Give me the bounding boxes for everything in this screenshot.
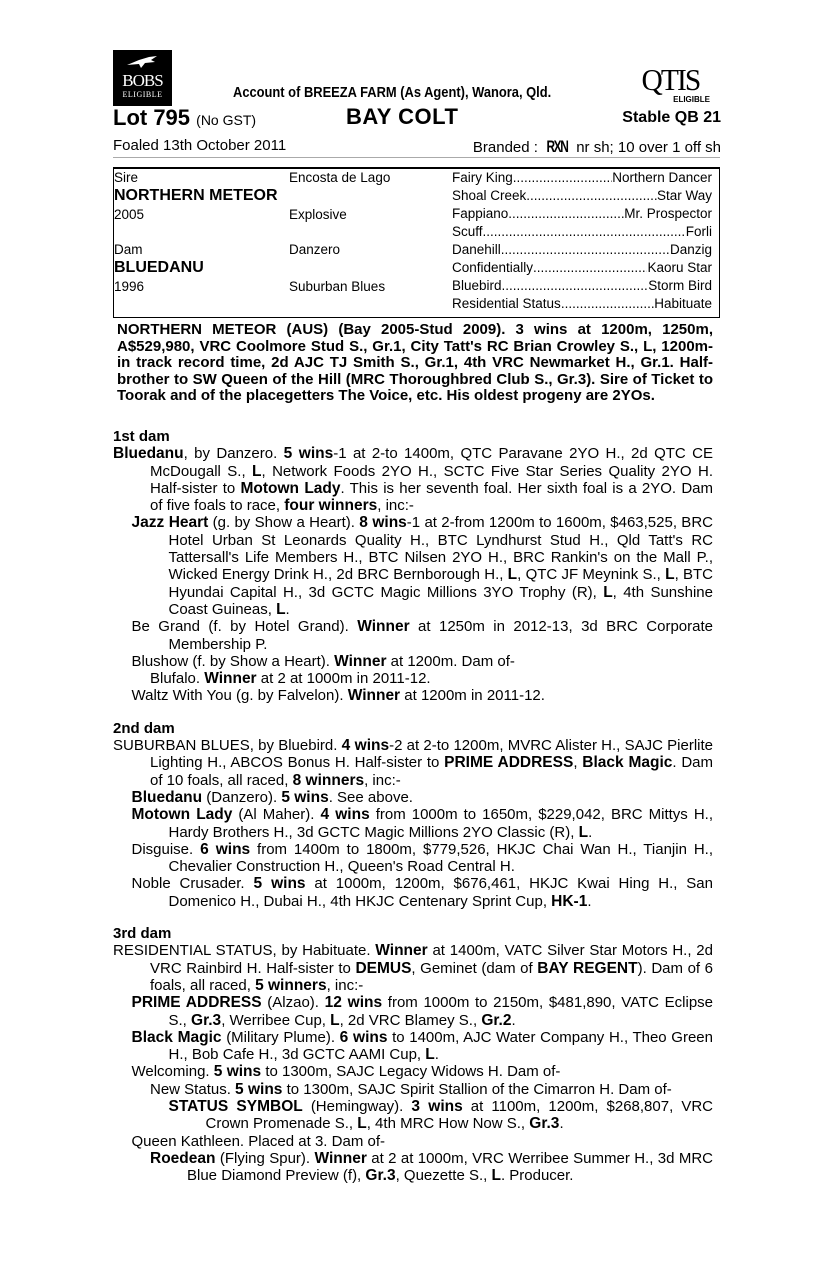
bold-text: Winner bbox=[334, 652, 387, 670]
pedigree-entry bbox=[113, 942, 713, 994]
bold-text: 8 wins bbox=[359, 514, 407, 532]
sire-sire: Encosta de Lago bbox=[289, 170, 391, 185]
text: Noble Crusader. bbox=[131, 875, 254, 893]
pedigree-entry bbox=[113, 1063, 713, 1080]
text: Disguise. bbox=[131, 840, 201, 858]
pedigree-ancestor-row bbox=[452, 260, 712, 275]
ancestor-sire: Confidentially bbox=[452, 260, 534, 275]
dam-label: Dam bbox=[114, 242, 143, 257]
pedigree-ancestor-row bbox=[452, 188, 712, 203]
lot-label: Lot 795 bbox=[113, 105, 191, 130]
pedigree-ancestor-row bbox=[452, 296, 712, 311]
ancestor-sire-of-dam: Storm Bird bbox=[648, 278, 712, 293]
text: , BTC Hyundai Capital H., 3d GCTC Magic Millions 3YO Trophy (R), bbox=[168, 566, 714, 601]
bold-text: Gr.2 bbox=[481, 1011, 512, 1029]
bold-text: L bbox=[578, 823, 589, 841]
text: (Hemingway). bbox=[302, 1097, 412, 1115]
leader-dots bbox=[526, 188, 657, 203]
text: (Military Plume). bbox=[221, 1028, 340, 1046]
text: to 1300m, SAJC Spirit Stallion of the Cimarron H. Dam of- bbox=[282, 1080, 672, 1098]
gst-note: (No GST) bbox=[196, 112, 257, 128]
bold-text: Motown Lady bbox=[240, 479, 341, 497]
bold-text: DEMUS bbox=[355, 959, 412, 977]
text: at 1000m, 1200m, $676,461, HKJC Kwai Hing H., San Domenico H., Dubai H., 4th HKJC Centenary Sprint Cup, bbox=[168, 875, 713, 910]
foaled-date: Foaled 13th October 2011 bbox=[113, 137, 287, 154]
pedigree-table bbox=[113, 167, 720, 318]
text: at 2 at 1000m in 2011-12. bbox=[256, 670, 431, 688]
pedigree-ancestor-row bbox=[452, 278, 712, 293]
bold-text: 5 wins bbox=[253, 875, 306, 893]
ancestor-sire: Shoal Creek bbox=[452, 188, 527, 203]
branded-info bbox=[473, 137, 721, 157]
text: -1 at 2-to 1400m, QTC Paravane 2YO H., 2d QTC CE McDougall S., bbox=[150, 445, 713, 480]
text: . bbox=[511, 1011, 516, 1029]
bold-text: PRIME ADDRESS bbox=[131, 994, 262, 1012]
sire-summary: NORTHERN METEOR (AUS) (Bay 2005-Stud 2009). 3 wins at 1200m, 1250m, A$529,980, VRC Coolmore Stud S., Gr.1, City Tatt's RC Brian Crowley S., L, 1200m-in track record time, 2d AJC TJ Smith S., Gr.1, 4th VRC Newmarket H., Gr.1. Half-brother to SW Queen of the Hill (MRC Thoroughbred Club S., Gr.3). Sire of Ticket to Toorak and of the placegetters The Voice, etc. His oldest progeny are 2YOs. bbox=[117, 321, 713, 405]
bold-text: 3 wins bbox=[411, 1097, 463, 1115]
text: , Werribee Cup, bbox=[221, 1011, 331, 1029]
sire-dam: Explosive bbox=[289, 207, 347, 222]
bold-text: BAY REGENT bbox=[537, 959, 638, 977]
ancestor-sire: Fappiano bbox=[452, 206, 509, 221]
text: at 1200m in 2011-12. bbox=[400, 687, 545, 705]
section-heading: 3rd dam bbox=[113, 925, 172, 943]
bold-text: Gr.3 bbox=[529, 1115, 560, 1133]
ancestor-sire: Fairy King bbox=[452, 170, 513, 185]
text: (g. by Show a Heart). bbox=[208, 514, 360, 532]
bold-text: Roedean bbox=[150, 1149, 216, 1167]
dam-line-body bbox=[113, 428, 713, 1184]
text: at 1100m, 1200m, $268,807, VRC Crown Promenade S., bbox=[205, 1097, 713, 1133]
bold-text: Gr.3 bbox=[365, 1167, 396, 1185]
ancestor-sire: Danehill bbox=[452, 242, 501, 257]
bold-text: Black Magic bbox=[582, 754, 673, 772]
bold-text: 6 wins bbox=[200, 840, 251, 858]
bold-text: Winner bbox=[204, 670, 257, 688]
leader-dots bbox=[508, 206, 624, 221]
pedigree-entry bbox=[113, 687, 713, 704]
bold-text: L bbox=[276, 600, 286, 618]
qtis-logo-sub: ELIGIBLE bbox=[673, 95, 710, 104]
pedigree-entry bbox=[113, 806, 713, 841]
bold-text: PRIME ADDRESS bbox=[444, 754, 574, 772]
sire-year: 2005 bbox=[114, 207, 145, 222]
text: , bbox=[573, 754, 583, 772]
text: from 1000m to 1650m, $229,042, BRC Mittys H., Hardy Brothers H., 3d GCTC Magic Millions 2YO Classic (R), bbox=[168, 806, 713, 841]
pedigree-ancestor-row bbox=[452, 170, 712, 185]
text: , inc:- bbox=[364, 771, 401, 789]
leader-dots bbox=[533, 260, 647, 275]
text: . Dam of 10 foals, all raced, bbox=[150, 754, 713, 789]
dam-name: BLUEDANU bbox=[114, 259, 204, 276]
bold-text: Motown Lady bbox=[131, 806, 233, 824]
bold-text: Jazz Heart bbox=[131, 514, 209, 532]
bold-text: STATUS SYMBOL bbox=[168, 1097, 303, 1115]
pedigree-ancestor-row bbox=[452, 224, 712, 239]
pedigree-entry bbox=[113, 875, 713, 910]
pedigree-entry bbox=[113, 1150, 713, 1185]
ancestor-sire-of-dam: Danzig bbox=[669, 242, 712, 257]
text: (Flying Spur). bbox=[215, 1149, 315, 1167]
text: to 1300m, SAJC Legacy Widows H. Dam of- bbox=[261, 1063, 561, 1081]
bold-text: L bbox=[491, 1167, 501, 1185]
section-heading: 2nd dam bbox=[113, 719, 175, 737]
bird-icon bbox=[127, 56, 157, 68]
ancestor-sire: Residential Status bbox=[452, 296, 561, 311]
text: at 2 at 1000m, VRC Werribee Summer H., 3d MRC Blue Diamond Preview (f), bbox=[187, 1149, 713, 1185]
dam-sire: Danzero bbox=[289, 242, 341, 257]
ancestor-sire-of-dam: Habituate bbox=[654, 296, 712, 311]
text: Welcoming. bbox=[131, 1063, 214, 1081]
text: . bbox=[434, 1046, 439, 1064]
text: (Alzao). bbox=[261, 994, 325, 1012]
lot-number bbox=[113, 105, 256, 131]
text: -1 at 2-from 1200m to 1600m, $463,525, BRC Hotel Urban St Leonards Quality H., BTC Lyndhurst Stud H., Qld Tatt's RC Tattersall's Life Members H., BTC Nilsen 2YO H., BRC Rankin's on the Mall P., Wicked Energy Drink H., 2d BRC Bernborough H., bbox=[168, 514, 713, 584]
pedigree-entry bbox=[113, 618, 713, 653]
dam-year: 1996 bbox=[114, 279, 145, 294]
pedigree-entry bbox=[113, 841, 713, 876]
ancestor-sire-of-dam: Kaoru Star bbox=[647, 260, 712, 275]
bold-text: 4 wins bbox=[320, 806, 370, 824]
bold-text: four winners bbox=[284, 497, 378, 515]
text: RESIDENTIAL STATUS, by Habituate. bbox=[113, 942, 376, 960]
pedigree-entry bbox=[113, 514, 713, 618]
bold-text: 5 wins bbox=[213, 1063, 262, 1081]
bold-text: Winner bbox=[347, 687, 401, 705]
pedigree-entry bbox=[113, 1098, 713, 1133]
horse-description: BAY COLT bbox=[346, 104, 459, 129]
text: SUBURBAN BLUES, by Bluebird. bbox=[113, 737, 342, 755]
text: (Al Maher). bbox=[232, 806, 321, 824]
dam-dam: Suburban Blues bbox=[289, 279, 386, 294]
text: . bbox=[559, 1115, 564, 1133]
pedigree-entry bbox=[113, 1081, 713, 1098]
text: Be Grand (f. by Hotel Grand). bbox=[131, 618, 358, 636]
qtis-logo-text: QTIS bbox=[641, 62, 700, 97]
bold-text: L bbox=[357, 1115, 367, 1133]
leader-dots bbox=[513, 170, 612, 185]
text: (Danzero). bbox=[202, 788, 282, 806]
text: New Status. bbox=[150, 1080, 236, 1098]
bold-text: L bbox=[330, 1011, 340, 1029]
text: , 4th MRC How Now S., bbox=[366, 1115, 530, 1133]
text: to 1400m, AJC Water Company H., Theo Green H., Bob Cafe H., 3d GCTC AAMI Cup, bbox=[168, 1028, 713, 1064]
leader-dots bbox=[483, 224, 686, 239]
bold-text: L bbox=[603, 583, 613, 601]
pedigree-entry bbox=[113, 445, 713, 514]
bold-text: 8 winners bbox=[292, 771, 365, 789]
bold-text: 5 wins bbox=[283, 445, 334, 463]
text: at 1250m in 2012-13, 3d BRC Corporate Membership P. bbox=[168, 618, 713, 653]
text: from 1000m to 2150m, $481,890, VATC Eclipse S., bbox=[168, 994, 714, 1029]
text: . This is her seventh foal. Her sixth foal is a 2YO. Dam of five foals to race, bbox=[150, 479, 713, 515]
bold-text: Bluedanu bbox=[131, 788, 203, 806]
text: . bbox=[587, 892, 592, 910]
bold-text: Bluedanu bbox=[113, 445, 184, 463]
leader-dots bbox=[561, 296, 654, 311]
leader-dots bbox=[502, 278, 649, 293]
qtis-eligible-logo bbox=[640, 62, 714, 104]
text: , inc:- bbox=[326, 976, 364, 994]
bold-text: Black Magic bbox=[131, 1028, 222, 1046]
bold-text: L bbox=[252, 462, 262, 480]
text: Waltz With You (g. by Falvelon). bbox=[131, 687, 348, 705]
text: . bbox=[285, 600, 290, 618]
text: -2 at 2-to 1200m, MVRC Alister H., SAJC Pierlite Lighting H., ABCOS Bonus H. Half-sister to bbox=[150, 737, 713, 772]
bobs-eligible-logo bbox=[113, 50, 172, 106]
text: at 1200m. Dam of- bbox=[386, 652, 515, 670]
pedigree-ancestor-row bbox=[452, 206, 712, 221]
bobs-logo-sub: ELIGIBLE bbox=[122, 90, 163, 99]
bobs-logo-text: BOBS bbox=[122, 71, 163, 90]
text: , 4th Sunshine Coast Guineas, bbox=[168, 583, 713, 618]
bold-text: L bbox=[425, 1046, 435, 1064]
text: Queen Kathleen. Placed at 3. Dam of- bbox=[131, 1132, 385, 1150]
ancestor-sire: Scuff bbox=[452, 224, 483, 239]
text: , QTC JF Meynink S., bbox=[517, 566, 666, 584]
text: , Quezette S., bbox=[395, 1167, 492, 1185]
ancestor-sire: Bluebird bbox=[452, 278, 502, 293]
pedigree-entry bbox=[113, 670, 713, 687]
text: Blufalo. bbox=[150, 670, 205, 688]
sire-name: NORTHERN METEOR bbox=[114, 187, 278, 204]
stable-location: Stable QB 21 bbox=[622, 109, 721, 126]
bold-text: Winner bbox=[357, 618, 410, 636]
section-heading: 1st dam bbox=[113, 428, 170, 445]
branded-detail: nr sh; 10 over 1 off sh bbox=[576, 139, 721, 156]
leader-dots bbox=[501, 242, 670, 257]
bold-text: 6 wins bbox=[339, 1028, 388, 1046]
bold-text: L bbox=[507, 566, 518, 584]
ancestor-sire-of-dam: Star Way bbox=[656, 188, 712, 203]
bold-text: 5 wins bbox=[235, 1080, 283, 1098]
ancestor-sire-of-dam: Northern Dancer bbox=[612, 170, 712, 185]
bold-text: 5 wins bbox=[281, 788, 329, 806]
text: , by Danzero. bbox=[183, 445, 284, 463]
pedigree-entry bbox=[113, 994, 713, 1029]
text: Blushow (f. by Show a Heart). bbox=[131, 652, 335, 670]
text: . See above. bbox=[328, 788, 413, 806]
divider bbox=[113, 157, 720, 158]
pedigree-entry bbox=[113, 1029, 713, 1064]
sire-label: Sire bbox=[114, 170, 139, 185]
pedigree-ancestor-row bbox=[452, 242, 712, 257]
text: ). Dam of 6 foals, all raced, bbox=[150, 959, 714, 994]
text: , 2d VRC Blamey S., bbox=[339, 1011, 482, 1029]
bold-text: HK-1 bbox=[551, 892, 588, 910]
text: . bbox=[588, 823, 593, 841]
bold-text: Winner bbox=[314, 1149, 367, 1167]
text: . Producer. bbox=[500, 1167, 574, 1185]
pedigree-entry bbox=[113, 1133, 713, 1150]
brand-mark: RXN bbox=[546, 137, 568, 156]
bold-text: 4 wins bbox=[341, 737, 390, 755]
bold-text: 5 winners bbox=[255, 976, 327, 994]
bold-text: Winner bbox=[375, 942, 428, 960]
branded-label: Branded : bbox=[472, 139, 538, 156]
text: , inc:- bbox=[377, 497, 414, 515]
vendor-account: Account of BREEZA FARM (As Agent), Wanora, Qld. bbox=[233, 84, 552, 101]
ancestor-sire-of-dam: Mr. Prospector bbox=[624, 206, 712, 221]
text: , Geminet (dam of bbox=[411, 959, 538, 977]
bold-text: Gr.3 bbox=[191, 1011, 222, 1029]
text: , Network Foods 2YO H., SCTC Five Star Series Quality 2YO H. Half-sister to bbox=[150, 462, 713, 497]
text: from 1400m to 1800m, $779,526, HKJC Chai Wan H., Tianjin H., Chevalier Construction H., Queen's Road Central H. bbox=[168, 840, 713, 876]
pedigree-entry bbox=[113, 737, 713, 789]
pedigree-entry bbox=[113, 789, 713, 806]
text: at 1400m, VATC Silver Star Motors H., 2d VRC Rainbird H. Half-sister to bbox=[150, 942, 713, 977]
bold-text: 12 wins bbox=[324, 994, 383, 1012]
bold-text: L bbox=[665, 566, 675, 584]
ancestor-sire-of-dam: Forli bbox=[685, 224, 712, 239]
pedigree-entry bbox=[113, 653, 713, 670]
